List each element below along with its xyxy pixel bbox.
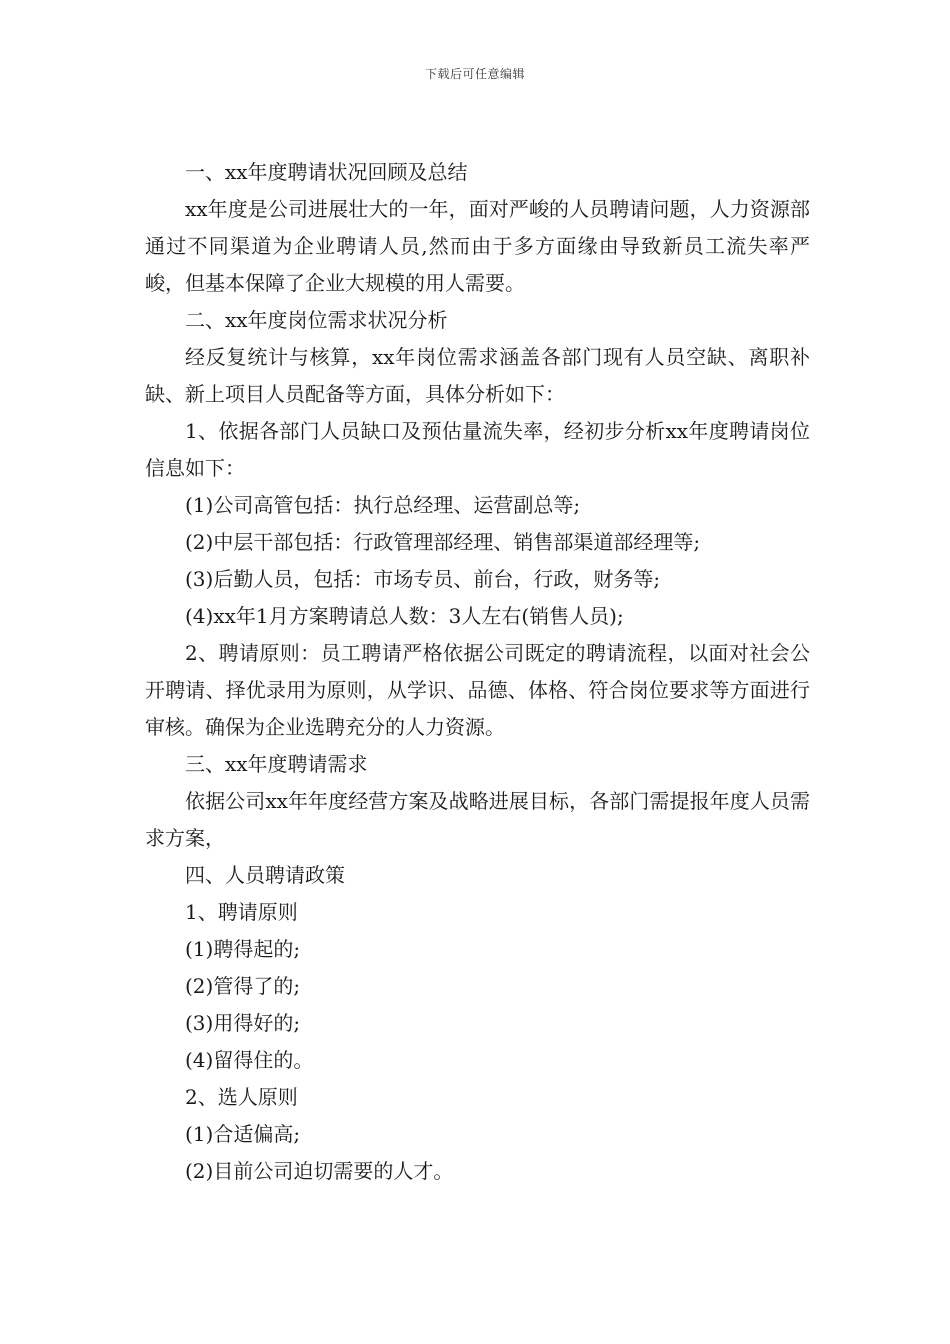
list-item: (4)留得住的。: [185, 1048, 314, 1072]
list-item: 2、选人原则: [185, 1085, 298, 1109]
list-item: (2)中层干部包括：行政管理部经理、销售部渠道部经理等;: [185, 530, 701, 554]
list-item: (1)公司高管包括：执行总经理、运营副总等;: [185, 493, 581, 517]
list-item: (1)合适偏高;: [185, 1122, 301, 1146]
section-heading-1: 一、xx年度聘请状况回顾及总结: [185, 160, 468, 184]
section-heading-2: 二、xx年度岗位需求状况分析: [185, 308, 448, 332]
list-item: (3)后勤人员，包括：市场专员、前台，行政，财务等;: [185, 567, 661, 591]
section-heading-3: 三、xx年度聘请需求: [185, 752, 368, 776]
paragraph: xx年度是公司进展壮大的一年，面对严峻的人员聘请问题，人力资源部通过不同渠道为企业聘请人员,然而由于多方面缘由导致新员工流失率严峻，但基本保障了企业大规模的用人需要。: [145, 197, 810, 295]
list-item: 2、聘请原则：员工聘请严格依据公司既定的聘请流程，以面对社会公开聘请、择优录用为原则，从学识、品德、体格、符合岗位要求等方面进行审核。确保为企业选聘充分的人力资源。: [145, 641, 810, 739]
list-item: 1、聘请原则: [185, 900, 298, 924]
list-item: 1、依据各部门人员缺口及预估量流失率，经初步分析xx年度聘请岗位信息如下：: [145, 419, 810, 480]
list-item: (2)目前公司迫切需要的人才。: [185, 1159, 454, 1183]
list-item: (1)聘得起的;: [185, 937, 301, 961]
header-note: 下载后可任意编辑: [424, 67, 525, 81]
list-item: (2)管得了的;: [185, 974, 301, 998]
paragraph: 经反复统计与核算，xx年岗位需求涵盖各部门现有人员空缺、离职补缺、新上项目人员配备等方面，具体分析如下：: [145, 345, 810, 406]
paragraph: 依据公司xx年年度经营方案及战略进展目标，各部门需提报年度人员需求方案，: [145, 789, 810, 850]
list-item: (3)用得好的;: [185, 1011, 301, 1035]
document-body: [145, 154, 810, 1190]
list-item: (4)xx年1月方案聘请总人数：3人左右(销售人员);: [185, 604, 624, 628]
section-heading-4: 四、人员聘请政策: [185, 863, 345, 887]
